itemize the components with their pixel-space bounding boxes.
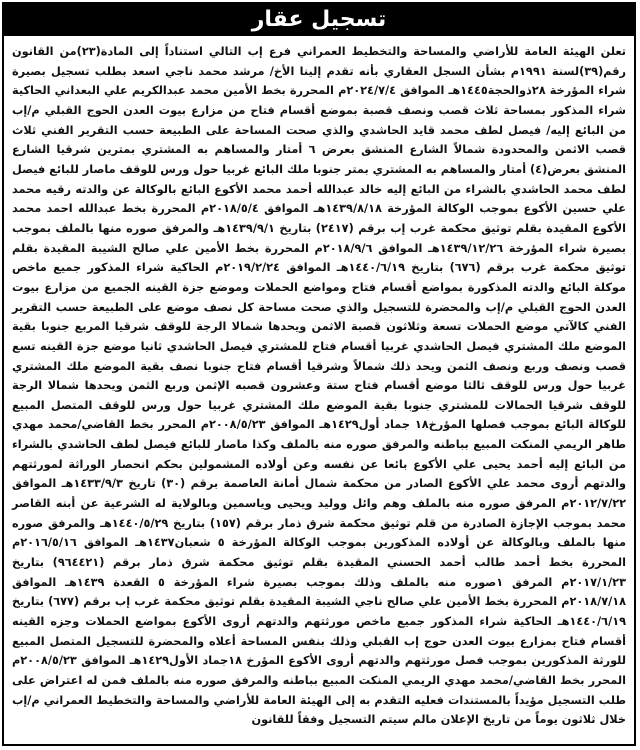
title-band bbox=[4, 4, 634, 36]
notice-title: تسجيل عقار bbox=[251, 7, 387, 32]
notice-body: تعلن الهيئة العامة للأراضي والمساحة والتخطيط العمراني فرع إب التالي استناداً إلى المادة(٢٣)من القانون رقم(٣٩)لسنة ١٩٩١م بشأن السجل العقاري بأنه تقدم إلينا الأخ/ مرشد محمد ناجي اسعد بطلب تسجيل بصيرة شراء المؤرخة ٢٨ذوالحجة١٤٤٥هـ الموافق ٢٠٢٤/٧/٤م المحررة بخط الأمين محمد عبدالكريم علي البعداني الحاكية شراء المذكور بمساحة ثلاث قصب ونصف قصبة بموضع أقسام فتاح من مزارع بيوت العدن الحوج القبلي م/إب من البائع إليه/ فيصل لطف محمد قايد الحاشدي والذي صحت المساحة على الطبيعة حسب التقرير الفني ثلاث قصب الاثمن والمحدودة شمالاً الشارع المنشق بعرض ٦ أمتار والمساهم به المشتري بمترين شرقيا الشارع المنشق بعرض(٤) أمتار والمساهم به المشتري بمتر جنوبا ملك البائع غربيا حول ورس للوقف ماصار للبائع فيصل لطف محمد الحاشدي بالشراء من البائع إليه خالد عبدالله أحمد محمد الأكوع البائع بالوكالة عن والدته رقيه محمد علي حسين الأكوع بموجب الوكالة المؤرخة ١٤٣٩/٨/١٨هـ الموافق ٢٠١٨/٥/٤م المحررة بخط عبدالله احمد محمد الأكوع المقيدة بقلم توثيق محكمة غرب إب برقم (٢٤١٧) بتاريخ ١٤٣٩/٩/١هـ والمرفق صوره منها بالملف بموجب بصيرة شراء المؤرخة ١٤٣٩/١٢/٢٦هـ الموافق ٢٠١٨/٩/٦م المحررة بخط الأمين علي صالح الشيبة المقيدة بقلم توثيق محكمة غرب برقم (٦٧٦) بتاريخ ١٤٤٠/٦/١٩هـ الموافق ٢٠١٩/٢/٢٤م الحاكية شراء المذكور جميع ماخص موكلة البائع والدته المذكورة بمواضع أقسام فتاح ومواضع الحملات وموضع جزة القينه الجميع من مزارع بيوت العدن الحوج القبلي م/إب والمحضرة للتسجيل والذي صحت مساحة كل نصف موضع على الطبيعة حسب التقرير الفني كالآتي موضع الحملات تسعة وثلاثون قصبة الاثمن ويحدها شمالا الرجة للوقف شرقيا المربع جنوبا بقية الموضع ملك المشتري فيصل الحاشدي غربيا أقسام فتاح للمشتري فيصل الحاشدي ثانيا موضع جزة القينه تسع قصب ونصف وربع ونصف الثمن ويحد ذلك شمالاً وشرقيا أقسام فتاح جنوبا نصف بقية الموضع ملك المشتري غربيا حول ورس للوقف ثالثا موضع أقسام فتاح ستة وعشرون قصبه الإثمن وربع الثمن ويحدها شمالا الرجة للوقف شرقيا الحمالات للمشتري جنوبا بقية الموضع ملك المشتري غربيا حول ورس للوقف المتصل المبيع للوكالة البائع بموجب فصلها المؤرخ١٨ جماد أول١٤٢٩هـ الموافق ٢٠٠٨/٥/٢٣م المحرر بخط القاضي/محمد مهدي طاهر الريمي المنكت المبيع بباطنه والمرفق صوره منه بالملف وكذا ماصار للبائع فيصل لطف الحاشدي بالشراء من البائع إليه أحمد يحيى علي الأكوع بائعا عن نفسه وعن أولاده المشمولين بحكم انحصار الوراثة لمورثتهم والدتهم أروى محمد علي الأكوع الصادر من محكمة شمال أمانة العاصمة برقم (٣٠) تاريخ ١٤٣٣/٩/٣هـ الموافق ٢٠١٢/٧/٢٢م المرفق صوره منه بالملف وهم وائل ووليد ويحيى وياسمين وبالولاية له الشرعية عن أبنه القاصر محمد بموجب الإجازة الصادرة من قلم توثيق محكمة شرق ذمار برقم (١٥٧) بتاريخ ١٤٤٠/٥/٢٩هـ والمرفق صوره منها بالملف وبالوكالة عن أولاده المذكورين بموجب الوكالة المؤرخة ٥ شعبان١٤٣٧هـ الموافق ٢٠١٦/٥/١٦م المحررة بخط أحمد طالب أحمد الحسني المقيدة بقلم توثيق محكمة شرق ذمار برقم (٩٦٤٤٢١) بتاريخ ٢٠١٧/١/٢٣م المرفق ١صوره منه بالملف وذلك بموجب بصيرة شراء المؤرخة ٥ القعدة ١٤٣٩هـ الموافق ٢٠١٨/٧/١٨م المحررة بخط الأمين علي صالح ناجي الشيبة المقيدة بقلم توثيق محكمة غرب إب برقم (٦٧٧) بتاريخ ١٤٤٠/٦/١٩هـ الحاكية شراء المذكور جميع ماخص مورثتهم والدتهم أروى الأكوع بمواضع الحملات وجزه القينه أقسام فتاح بمزارع بيوت العدن حوج إب القبلي وذلك بنفس المساحة أعلاه والمحضرة للتسجيل المتصل المبيع للورثة المذكورين بموجب فصل مورثتهم والدتهم أروى الأكوع المؤرخ ١٨جماد الأول١٤٢٩هـ الموافق ٢٠٠٨/٥/٢٣م المحرر بخط القاضي/محمد مهدي الريمي المنكت المبيع بباطنه والمرفق صوره منه بالملف فمن له اعتراض على طلب التسجيل مؤيداً بالمستندات فعليه التقدم به إلى الهيئة العامة للأراضي والمساحة والتخطيط العمراني م/إب خلال ثلاثون يوماً من تاريخ الإعلان مالم سيتم التسجيل وفقاً للقانون bbox=[12, 45, 627, 727]
notice-frame bbox=[2, 2, 636, 746]
